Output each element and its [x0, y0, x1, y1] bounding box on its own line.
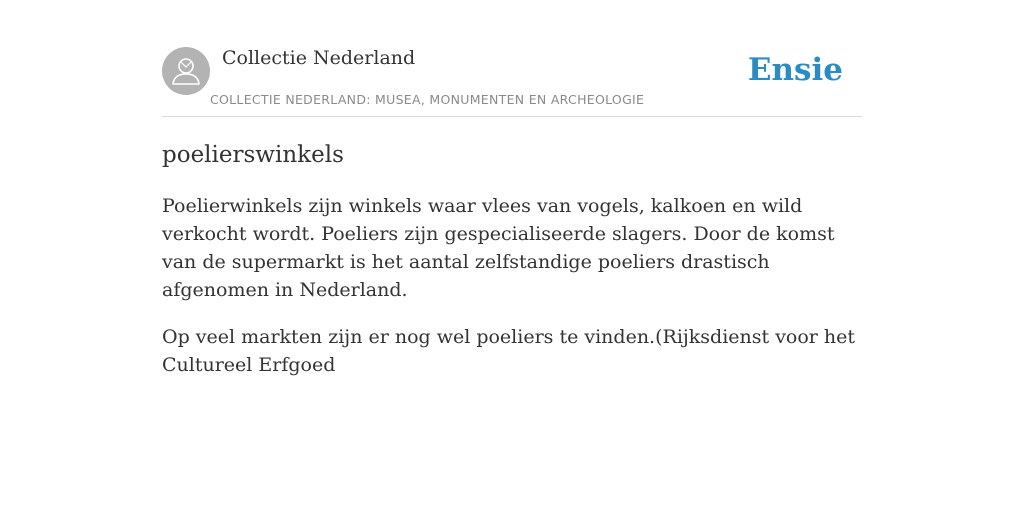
article-header	[162, 0, 862, 117]
article-paragraph: Poelierwinkels zijn winkels waar vlees van vogels, kalkoen en wild verkocht wordt. Poeliers zijn gespecialiseerde slagers. Door de komst van de supermarkt is het aantal zelfstandige poeliers drastisch afgenomen in Nederland.	[162, 195, 835, 301]
brand-logo[interactable]: Ensie	[747, 52, 843, 88]
user-avatar-icon[interactable]	[162, 47, 210, 95]
article-page	[162, 0, 862, 376]
article-content	[162, 192, 862, 398]
author-link[interactable]: Collectie Nederland	[222, 47, 416, 69]
author-subtitle: COLLECTIE NEDERLAND: MUSEA, MONUMENTEN EN ARCHEOLOGIE	[210, 92, 645, 107]
article-title: poelierswinkels	[162, 142, 344, 168]
article-paragraph: Op veel markten zijn er nog wel poeliers te vinden.(Rijksdienst voor het Cultureel Erfgoed	[162, 326, 856, 376]
